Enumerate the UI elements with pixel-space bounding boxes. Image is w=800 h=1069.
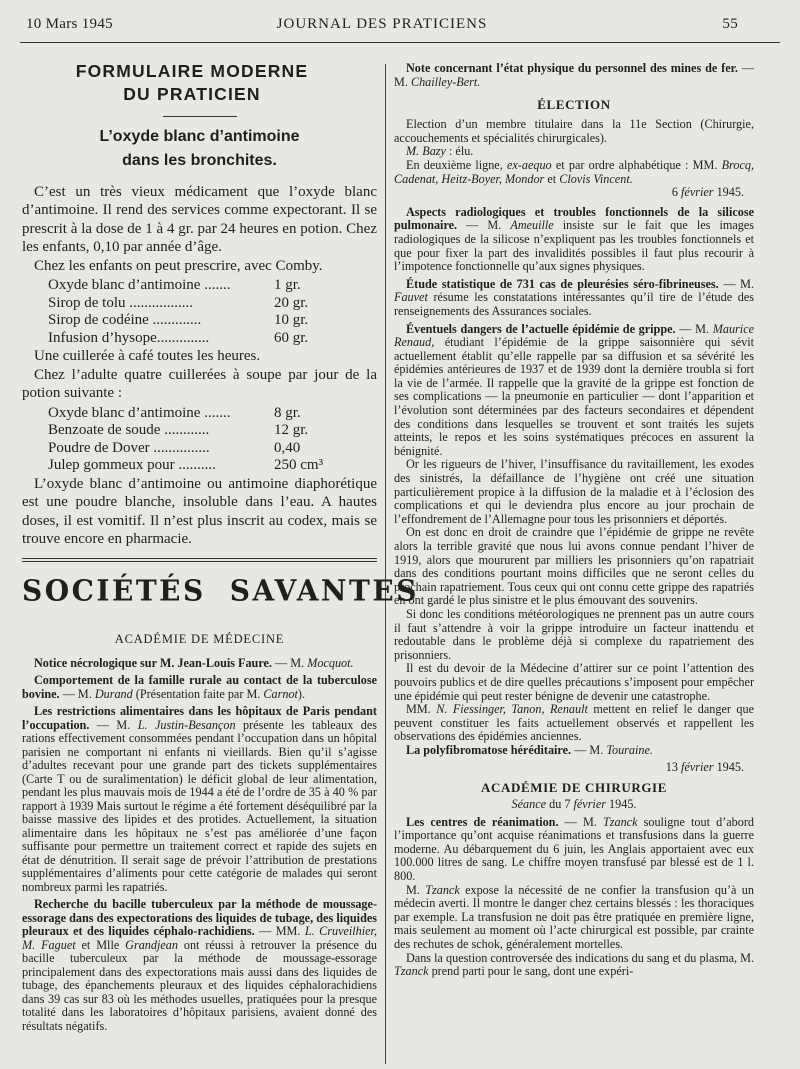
section-double-rule xyxy=(22,558,377,562)
rx-ingredient: Infusion d’hysope.............. xyxy=(48,329,210,346)
rx-ingredient: Sirop de codéine ............. xyxy=(48,312,202,329)
rx-dose: 0,40 xyxy=(274,439,301,456)
election-result: M. Bazy : élu. xyxy=(406,144,474,159)
rx-dose: 12 gr. xyxy=(274,422,309,439)
entry-silicose: Aspects radiologiques et troubles fonctionnels de la silicose pulmonaire. — M. Ameuille insiste sur le fait que les images radiologiques de la silicose n’expliquent pas les troubles fonctionnels et que pour fixer la part des invalidités possibles il faut plus recourir à l’impotence fonctionnelle qu’aux signes physiques. xyxy=(394,204,754,274)
rx-ingredient: Sirop de tolu ................. xyxy=(48,294,193,311)
grippe-paragraph-4: Si donc les conditions météorologiques ne prennent pas un autre cours il faut s’attendre à voir la grippe introduire un facteur inattendu et redoutable dans le problème déjà si complexe du rapatriement des prisonniers. xyxy=(394,606,754,662)
grippe-paragraph-2: Or les rigueurs de l’hiver, l’insuffisance du ravitaillement, les exodes des sinistrés, la défaillance de l’hygiène ont créé une situation particulièrement propice à la diffusion de la maladie et à l’éclosion des complications et qui le deviendra plus encore au jour prochain de l’effondrement de l’Allemagne pour tous les prisonniers et déportés. xyxy=(394,457,754,526)
entry-mines-de-fer: Note concernant l’état physique du personnel des mines de fer. — M. Chailley-Bert. xyxy=(394,61,755,89)
grippe-paragraph-5: Il est du devoir de la Médecine d’attirer sur ce point l’attention des pouvoirs publics et de dire quelles précautions s’imposent pour empêcher une épidémie qui peut rester bénigne de devenir une catastrophe. xyxy=(394,661,754,703)
entry-notice-faure: Notice nécrologique sur M. Jean-Louis Faure. — M. Mocquot. xyxy=(34,655,354,670)
rx-dose: 20 gr. xyxy=(274,294,309,311)
rx-ingredient: Benzoate de soude ............ xyxy=(48,422,210,439)
tzanck-paragraph-3: Dans la question controversée des indications du sang et du plasma, M. Tzanck prend parti pour le sang, dont une expéri- xyxy=(394,950,754,979)
closing-paragraph: L’oxyde blanc d’antimoine ou antimoine diaphorétique est une poudre blanche, insoluble dans l’eau. A hautes doses, il est vomitif. Il n’est plus inscrit au codex, mais se trouve encore en pharmacie. xyxy=(22,476,377,548)
entry-pleuresies: Étude statistique de 731 cas de pleurésies séro-fibrineuses. — M. Fauvet résume les constatations intéressantes qu’il tire de l’étude des renseignements des Assurances sociales. xyxy=(394,276,754,318)
rx-line xyxy=(48,311,338,329)
rx-line xyxy=(48,276,338,294)
session-date-2: 13 février 1945. xyxy=(665,759,744,774)
rx-dose: 250 cm³ xyxy=(274,457,324,474)
rx-ingredient: Julep gommeux pour .......... xyxy=(48,457,216,474)
entry-grippe: Éventuels dangers de l’actuelle épidémie de grippe. — M. Maurice Renaud, étudiant l’épidémie de la grippe saisonnière qui sévit actuellement établit qu’elle rappelle par sa diffusion et sa sévérité les épidémies antérieures de 1937 et de 1939 dont la dernière troubla si fort la vie de l’armée. Il rappelle que la gravité de la grippe est fonction de ses complications — la pneumonie en particulier — dont l’apparition et l’évolution sont déterminées par des facteurs secondaires et dépendent des conditions dans lesquelles se trouvent et sont traités les sujets atteints, le repos et les soins systématiques précoces en assurent la bénignité. xyxy=(394,321,755,458)
rx-dose: 60 gr. xyxy=(274,329,309,346)
title-rule xyxy=(163,116,237,117)
academie-medecine-heading: ACADÉMIE DE MÉDECINE xyxy=(114,631,285,646)
adult-paragraph: Chez l’adulte quatre cuillerées à soupe par jour de la potion suivante : xyxy=(22,366,377,402)
entry-bacille-tuberculeux: Recherche du bacille tuberculeux par la méthode de moussage-essorage dans des expectorations des liquides de tubage, des liquides pleuraux et des liquides céphalo-rachidiens. — MM. L. Cruveilhier, M. Faguet et Mlle Grandjean ont réussi à retrouver la présence du bacille tuberculeux par la méthode de moussage-essorage principalement dans des expectorations mais aussi dans des liquides de tubage, des épanchements pleuraux et des liquides céphalorachidiens dans 39 cas sur 83 où les méthodes usuelles, pratiquées pour la presque totalité dans les laboratoires d’hôpitaux parisiens, avaient donné des résultats négatifs. xyxy=(22,897,377,1033)
formula-body xyxy=(22,183,377,549)
running-header xyxy=(26,16,738,38)
election-heading: ÉLECTION xyxy=(537,97,611,113)
header-rule xyxy=(20,42,780,43)
election-paragraph: Election d’un membre titulaire dans la 11e Section (Chirurgie, accouchements et spécialités chirurgicales). xyxy=(394,117,754,145)
rx-line xyxy=(48,439,338,457)
right-column xyxy=(394,62,754,979)
column-rule xyxy=(385,64,386,1064)
rx-line xyxy=(48,456,338,474)
page-number: 55 xyxy=(722,16,738,32)
grippe-paragraph-6: MM. N. Fiessinger, Tanon, Renault mettent en relief le danger que peuvent constituer les faits actuellement observés et rappellent les observations des épidémies anciennes. xyxy=(394,702,754,744)
seance-line: Séance du 7 février 1945. xyxy=(511,797,637,812)
rx-ingredient: Oxyde blanc d’antimoine ....... xyxy=(48,404,231,421)
societes-savantes-heading xyxy=(22,572,419,608)
entry-tuberculose-bovine: Comportement de la famille rurale au contact de la tuberculose bovine. — M. Durand (Présentation faite par M. Carnot). xyxy=(22,673,377,701)
article-title-line-1: L’oxyde blanc d’antimoine xyxy=(99,128,300,145)
grippe-paragraph-3: On est donc en droit de craindre que l’épidémie de grippe ne revête alors la terrible gravité que nous lui avons connue pendant l’hiver de 1919, alors que moururent par milliers les prisonniers qu’on rapatriait dans des conditions pourtant moins difficiles que ne seront celles du prochain rapatriement. Tous ceux qui ont connu cette grippe des rapatriés en ont gardé le plus sinistre et le plus émouvant des souvenirs. xyxy=(394,525,754,608)
intro-paragraph: C’est un très vieux médicament que l’oxyde blanc d’antimoine. Il rend des services comme expectorant. Il se prescrit à la dose de 1 à 4 gr. par 24 heures en potion. Chez les enfants, 0,10 par année d’âge. xyxy=(22,184,377,256)
article-title xyxy=(22,125,377,173)
academie-chirurgie-heading: ACADÉMIE DE CHIRURGIE xyxy=(481,780,667,796)
dosage-note: Une cuillerée à café toutes les heures. xyxy=(34,348,261,365)
rx-line xyxy=(48,329,338,347)
journal-title: JOURNAL DES PRATICIENS xyxy=(276,16,488,32)
election-second-line: En deuxième ligne, ex-aequo et par ordre alphabétique : MM. Brocq, Cadenat, Heitz-Boyer, Mondor et Clovis Vincent. xyxy=(394,157,754,186)
child-paragraph: Chez les enfants on peut prescrire, avec Comby. xyxy=(34,257,323,274)
formulaire-title xyxy=(42,60,342,106)
rx-dose: 8 gr. xyxy=(274,404,301,421)
session-date-1: 6 février 1945. xyxy=(671,185,744,200)
entry-polyfibromatose: La polyfibromatose héréditaire. — M. Touraine. xyxy=(406,742,653,757)
issue-date: 10 Mars 1945 xyxy=(26,16,113,32)
rx-dose: 1 gr. xyxy=(274,277,301,294)
prescription-children xyxy=(48,276,377,346)
rx-line xyxy=(48,421,338,439)
rx-dose: 10 gr. xyxy=(274,312,309,329)
formulaire-title-line-1: FORMULAIRE MODERNE xyxy=(75,61,309,81)
entry-restrictions-alimentaires: Les restrictions alimentaires dans les hôpitaux de Paris pendant l’occupation. — M. L. Justin-Besançon présente les tableaux des rations effectivement consommées pendant l’occupation dans un hôpital parisien ne comportant ni enfants ni vieillards. Bien qu’il s’agisse d’adultes recevant pour une grande part des tickets supplémentaires (Carte T ou de suralimentation) le déficit global de leur alimentation, pendant les plus mauvais mois de 1944 a été de l’ordre de 35 à 40 % par rapport à 1939 Mais surtout le régime a été fortement déséquilibré par la baisse massive des lipides et des protides. Actuellement, la situation alimentaire dans les hôpitaux ne s’est pas améliorée d’une façon suffisante pour permettre un traitement correct et rapide des sujets en état de dénutrition. Il serait sage de prévoir l’attribution de prestations supplémentaires d’aliments pour cette catégorie de malades qui seront nombreux parmi les rapatriés. xyxy=(22,704,377,894)
left-column xyxy=(22,60,419,1033)
formulaire-title-line-2: DU PRATICIEN xyxy=(123,84,261,104)
rx-ingredient: Oxyde blanc d’antimoine ....... xyxy=(48,277,231,294)
entry-centres-reanimation: Les centres de réanimation. — M. Tzanck souligne tout d’abord l’importance qu’ont acquise réanimations et transfusions dans la guerre moderne. Au débarquement du 6 juin, les Anglais apportaient avec eux 100.000 litres de sang. Le chiffre moyen transfusé par blessé est de 1 l. 800. xyxy=(394,814,754,884)
heading-word-2: SAVANTES xyxy=(229,572,419,608)
rx-line xyxy=(48,294,338,312)
rx-line xyxy=(48,404,338,422)
heading-word-1: SOCIÉTÉS xyxy=(22,572,206,608)
article-title-line-2: dans les bronchites. xyxy=(122,152,277,169)
prescription-adults xyxy=(48,404,377,474)
rx-ingredient: Poudre de Dover ............... xyxy=(48,439,210,456)
tzanck-paragraph-2: M. Tzanck expose la nécessité de ne confier la transfusion qu’à un médecin averti. Il montre le danger chez certains blessés : les thoraciques par exemple. La transfusion ne doit pas être pratiquée en première ligne, mais seulement au moment où l’acte chirurgical est possible, par crainte des rechutes de schok, généralement mortelles. xyxy=(394,882,754,952)
